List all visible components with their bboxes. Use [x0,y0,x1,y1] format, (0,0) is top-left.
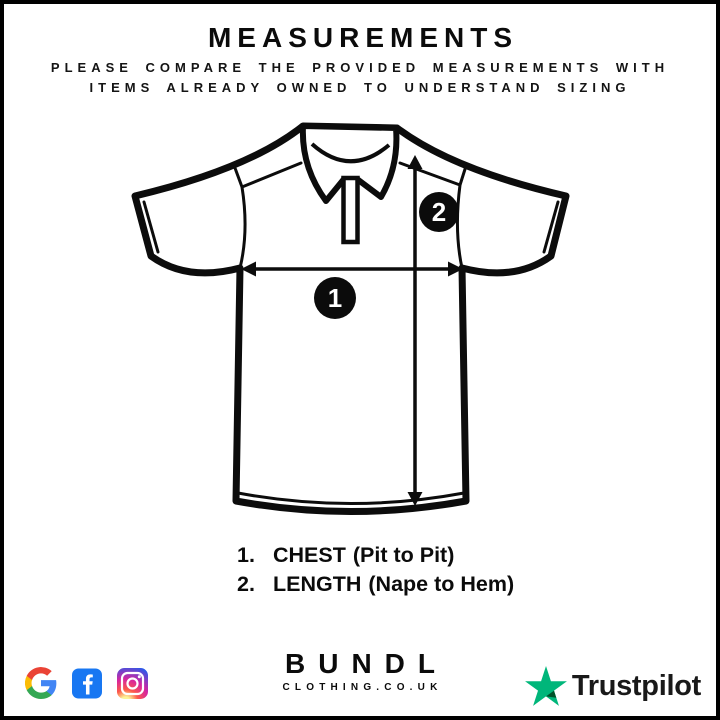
legend-name-chest: CHEST [273,543,346,567]
brand-name: BUNDL [285,648,448,679]
marker-2-badge [419,192,459,232]
brand-domain: CLOTHING.CO.UK [282,682,443,693]
legend-name-length: LENGTH [273,572,362,596]
trustpilot-wordmark: Trustpilot [571,670,701,702]
legend-num-1: 1. [237,543,255,567]
trustpilot-logo[interactable] [525,665,701,708]
legend-item-length [237,570,514,599]
placket [344,178,358,242]
subtitle-line-1: PLEASE COMPARE THE PROVIDED MEASUREMENTS WITH [50,60,670,75]
subtitle-line-2: ITEMS ALREADY OWNED TO UNDERSTAND SIZING [89,80,631,95]
legend-detail-length: (Nape to Hem) [368,572,515,596]
marker-1-label: 1 [327,283,343,313]
legend-item-chest [237,541,514,570]
legend-detail-chest: (Pit to Pit) [352,543,455,567]
legend [237,541,514,599]
legend-num-2: 2. [237,572,255,596]
page-title: MEASUREMENTS [207,22,518,53]
trustpilot-star-icon [525,666,567,707]
polo-shirt-diagram [4,4,720,720]
marker-2-label: 2 [431,197,447,227]
marker-1-badge [314,277,356,319]
